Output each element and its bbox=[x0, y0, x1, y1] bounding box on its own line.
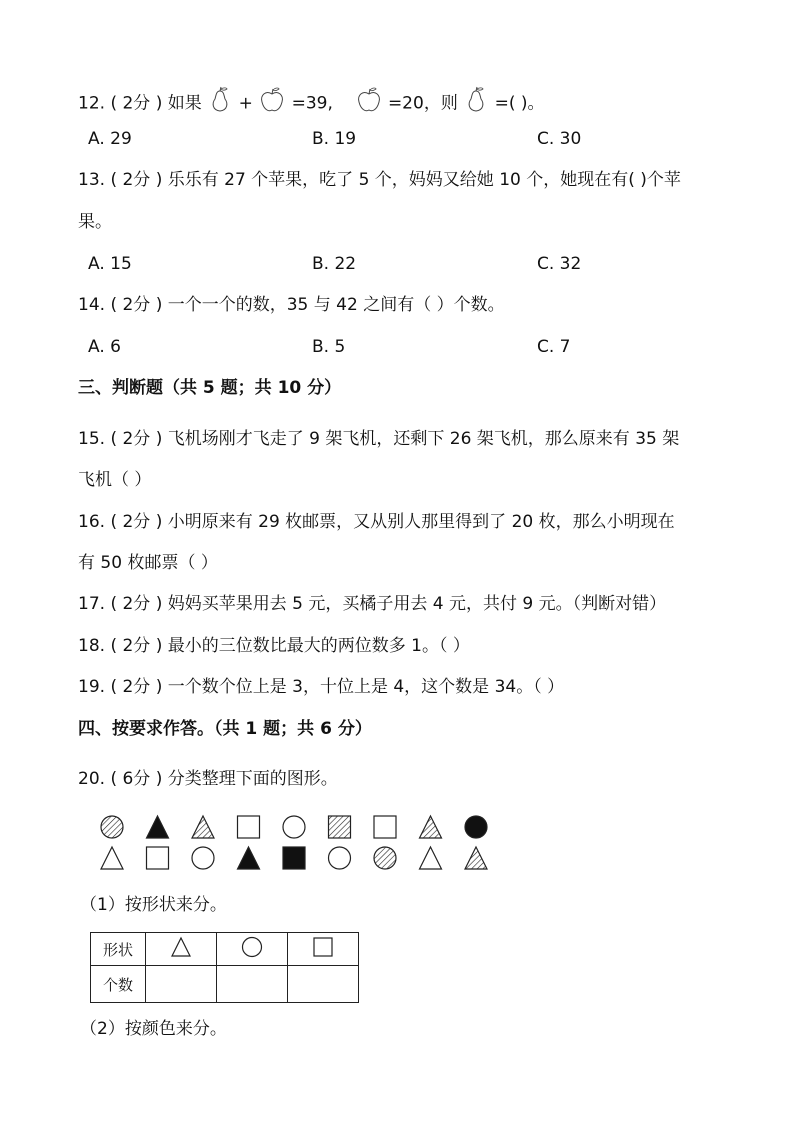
shapes-grid bbox=[98, 812, 498, 878]
circle-hatched-shape bbox=[374, 847, 396, 869]
option-b[interactable]: B. 19 bbox=[312, 129, 357, 149]
equation-part: =( )。 bbox=[494, 93, 545, 114]
circle-hatched-shape bbox=[101, 816, 123, 838]
triangle-hatched-shape bbox=[465, 847, 487, 869]
circle-icon bbox=[241, 936, 263, 958]
square-filled-shape bbox=[283, 847, 305, 869]
pear-icon bbox=[463, 86, 489, 121]
triangle-hatched-shape bbox=[192, 816, 214, 838]
question-number: 12. bbox=[78, 93, 106, 114]
circle-count-cell[interactable] bbox=[217, 966, 288, 1003]
question-18: 18. ( 2分 ) 最小的三位数比最大的两位数多 1。（ ） bbox=[78, 636, 470, 656]
triangle-outline-shape bbox=[101, 847, 123, 869]
pear-icon bbox=[207, 86, 233, 121]
triangle-filled-shape bbox=[147, 816, 169, 838]
option-a[interactable]: A. 15 bbox=[88, 254, 132, 274]
apple-icon bbox=[355, 86, 383, 121]
question-score: ( 2分 ) bbox=[110, 93, 163, 114]
table-header-count: 个数 bbox=[91, 966, 146, 1003]
circle-header bbox=[217, 933, 288, 966]
square-outline-shape bbox=[147, 847, 169, 869]
question-13-line1: 13. ( 2分 ) 乐乐有 27 个苹果，吃了 5 个，妈妈又给她 10 个，她现在有( )个苹 bbox=[78, 170, 681, 190]
option-a[interactable]: A. 29 bbox=[88, 129, 132, 149]
question-15-line1: 15. ( 2分 ) 飞机场刚才飞走了 9 架飞机，还剩下 26 架飞机，那么原来有 35 架 bbox=[78, 429, 680, 449]
triangle-filled-shape bbox=[238, 847, 260, 869]
triangle-hatched-shape bbox=[420, 816, 442, 838]
question-16-line1: 16. ( 2分 ) 小明原来有 29 枚邮票，又从别人那里得到了 20 枚，那么小明现在 bbox=[78, 512, 675, 532]
question-14: 14. ( 2分 ) 一个一个的数，35 与 42 之间有（ ）个数。 bbox=[78, 295, 505, 315]
question-13-line2: 果。 bbox=[78, 212, 112, 232]
table-header-shape: 形状 bbox=[91, 933, 146, 966]
question-16-line2: 有 50 枚邮票（ ） bbox=[78, 553, 218, 573]
question-19: 19. ( 2分 ) 一个数个位上是 3，十位上是 4，这个数是 34。（ ） bbox=[78, 677, 565, 697]
section-heading-true-false: 三、判断题（共 5 题；共 10 分） bbox=[78, 378, 342, 398]
square-hatched-shape bbox=[329, 816, 351, 838]
question-20: 20. ( 6分 ) 分类整理下面的图形。 bbox=[78, 769, 338, 789]
option-c[interactable]: C. 7 bbox=[537, 337, 571, 357]
square-outline-shape bbox=[374, 816, 396, 838]
option-c[interactable]: C. 30 bbox=[537, 129, 582, 149]
part-2-label: （2）按颜色来分。 bbox=[80, 1019, 227, 1039]
square-icon bbox=[312, 936, 334, 958]
circle-filled-shape bbox=[465, 816, 487, 838]
question-text: 如果 bbox=[167, 93, 202, 114]
circle-outline-shape bbox=[283, 816, 305, 838]
shape-count-table bbox=[90, 932, 359, 1003]
square-count-cell[interactable] bbox=[288, 966, 359, 1003]
plus-sign: + bbox=[238, 93, 253, 114]
circle-outline-shape bbox=[192, 847, 214, 869]
section-heading-answer: 四、按要求作答。（共 1 题；共 6 分） bbox=[78, 719, 372, 739]
option-a[interactable]: A. 6 bbox=[88, 337, 121, 357]
triangle-outline-shape bbox=[420, 847, 442, 869]
triangle-count-cell[interactable] bbox=[146, 966, 217, 1003]
question-17: 17. ( 2分 ) 妈妈买苹果用去 5 元，买橘子用去 4 元，共付 9 元。（判断对错） bbox=[78, 594, 667, 614]
circle-outline-shape bbox=[329, 847, 351, 869]
equation-part: =20，则 bbox=[387, 93, 458, 114]
equation-part: =39, bbox=[291, 93, 333, 114]
question-12 bbox=[78, 86, 545, 121]
shapes-figure bbox=[98, 812, 498, 874]
square-header bbox=[288, 933, 359, 966]
question-15-line2: 飞机（ ） bbox=[78, 470, 152, 490]
square-outline-shape bbox=[238, 816, 260, 838]
triangle-icon bbox=[170, 936, 192, 958]
option-b[interactable]: B. 22 bbox=[312, 254, 357, 274]
option-b[interactable]: B. 5 bbox=[312, 337, 346, 357]
option-c[interactable]: C. 32 bbox=[537, 254, 582, 274]
part-1-label: （1）按形状来分。 bbox=[80, 895, 227, 915]
apple-icon bbox=[258, 86, 286, 121]
triangle-header bbox=[146, 933, 217, 966]
